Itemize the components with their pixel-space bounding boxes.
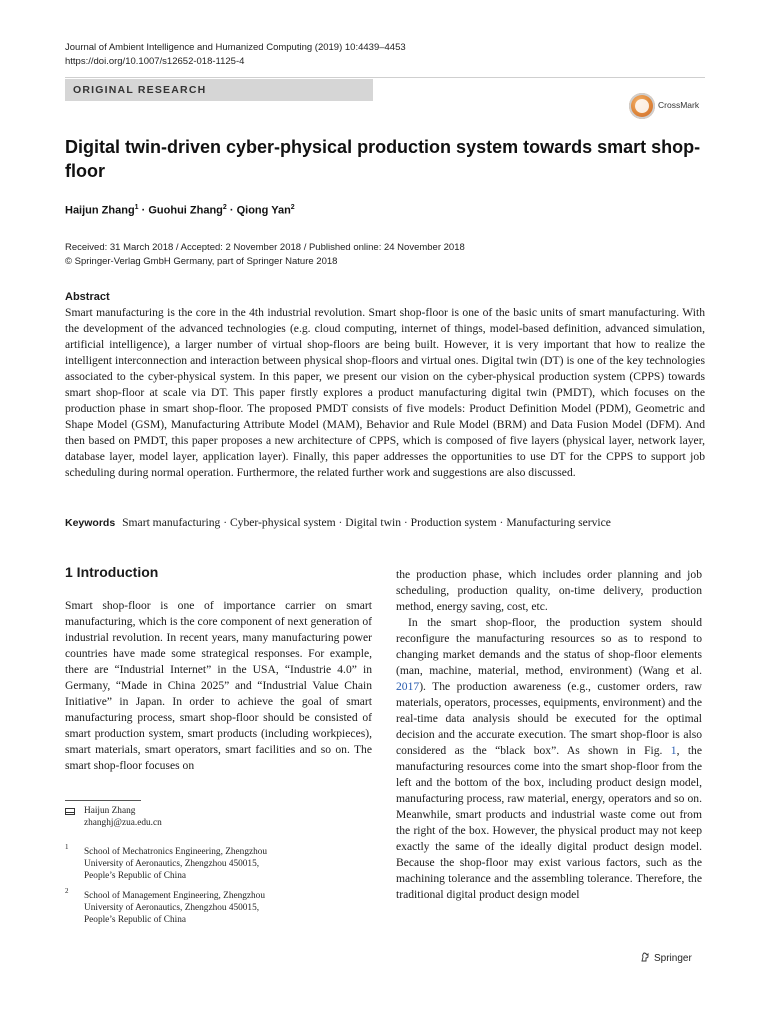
author-name[interactable]: Guohui Zhang — [148, 204, 223, 217]
header-rule — [65, 77, 705, 78]
abstract-text: Smart manufacturing is the core in the 4th industrial revolution. Smart shop-floor is one of the basic units of smart manufacturing. With the development of the advanced technologies (e.g. cloud computing, internet of things, model-based definition, advanced simulation, artificial intelligence), a larger number of virtual shop-floors are being built. However, it is very important that how to realize the intelligent interconnection and interaction between physical shop-floors and virtual ones. Digital twin (DT) is one of the key technologies associated to the cyber-physical system. In this paper, we present our vision on the cyber-physical production system (CPPS) towards smart shop-floor at scale via DT. This paper firstly explores a product manufacturing digital twin (PMDT), which focuses on the production phase in smart shop-floor. The proposed PMDT consists of five models: Product Definition Model (PDM), Geometric and Shape Model (GSM), Manufacturing Attribute Model (MAM), Behavior and Rule Model (BRM) and Data Fusion Model (DFM). And then based on PMDT, this paper proposes a new architecture of CPPS, which is composed of five layers (physical layer, network layer, database layer, model layer, application layer). Finally, this paper addresses the opportunities to use DT for the CPPS to support job scheduling during normal operation. Furthermore, the related further work and suggestions are also discussed. — [65, 306, 705, 479]
author-affiliation: 1 — [134, 204, 139, 211]
section-banner: ORIGINAL RESEARCH — [65, 79, 373, 101]
corresponding-email[interactable]: zhanghj@zua.edu.cn — [84, 818, 162, 828]
body-column-right — [396, 567, 702, 903]
corresponding-author — [84, 805, 162, 829]
doi-link[interactable]: https://doi.org/10.1007/s12652-018-1125-4 — [65, 56, 245, 67]
paragraph-text: In the smart shop-floor, the production system should reconfigure the manufacturing resources so as to respond to changing market demands and the status of shop-floor elements (man, machine, material, method, environment) (Wang et al. — [396, 616, 702, 677]
paper-title: Digital twin-driven cyber-physical production system towards smart shop-floor — [65, 137, 701, 181]
author-name[interactable]: Qiong Yan — [236, 204, 291, 217]
journal-header — [65, 41, 406, 69]
history-dates: Received: 31 March 2018 / Accepted: 2 November 2018 / Published online: 24 November 2018 — [65, 242, 465, 253]
envelope-icon — [65, 808, 75, 815]
citation-link[interactable]: 2017 — [396, 680, 420, 693]
body-column-left — [65, 598, 372, 774]
author-affiliation: 2 — [222, 204, 227, 211]
paragraph-text: , the manufacturing resources come into the smart shop-floor from the left and the bottom of the box, including product design model, manufacturing process, raw material, energy, operators and so on. Meanwhile, smart products and industrial waste come out from the right of the box. However, the physical product may not keep exactly the same of the ideally digital product design model. Because the shop-floor may exist various factors, such as the machining tolerance and the assembling tolerance. Therefore, the traditional digital product design model — [396, 744, 702, 901]
affiliation-line: People’s Republic of China — [84, 871, 186, 881]
affiliation-number: 1 — [65, 843, 69, 851]
footnote-rule — [65, 800, 141, 801]
author-name[interactable]: Haijun Zhang — [65, 204, 135, 217]
publisher-logo — [640, 952, 692, 964]
affiliation-line: School of Mechatronics Engineering, Zhengzhou — [84, 847, 268, 857]
copyright-line: © Springer-Verlag GmbH Germany, part of Springer Nature 2018 — [65, 256, 338, 267]
crossmark-badge[interactable] — [629, 92, 701, 122]
affiliation-2 — [84, 890, 265, 926]
keywords-line — [65, 516, 725, 529]
figure-link[interactable]: 1 — [670, 744, 677, 757]
author-affiliation: 2 — [290, 204, 295, 211]
intro-paragraph-continued: the production phase, which includes order planning and job scheduling, production quality, on-time delivery, production method, energy saving, cost, etc. — [396, 568, 702, 613]
author-separator: · — [138, 204, 149, 217]
affiliation-line: University of Aeronautics, Zhengzhou 450015, — [84, 859, 260, 869]
springer-horse-icon — [640, 952, 650, 962]
crossmark-label: CrossMark — [658, 100, 700, 110]
affiliation-1 — [84, 846, 267, 882]
affiliation-line: People’s Republic of China — [84, 915, 186, 925]
author-separator: · — [226, 204, 237, 217]
publication-dates — [65, 241, 465, 269]
author-list — [65, 204, 295, 217]
crossmark-icon — [629, 93, 655, 119]
corresponding-name: Haijun Zhang — [84, 806, 136, 816]
keywords-label: Keywords — [65, 517, 116, 529]
intro-paragraph — [396, 615, 702, 903]
section-heading-introduction: 1 Introduction — [65, 564, 159, 580]
publisher-name: Springer — [654, 953, 692, 964]
affiliation-number: 2 — [65, 887, 69, 895]
affiliation-line: School of Management Engineering, Zhengzhou — [84, 891, 265, 901]
keywords-text: Smart manufacturing · Cyber-physical system · Digital twin · Production system · Manufacturing service — [122, 516, 611, 529]
intro-paragraph: Smart shop-floor is one of importance carrier on smart manufacturing, which is the core component of next generation of industrial revolution. In recent years, many manufacturing power countries have made some strategical responses. For example, there are “Industrial Internet” in the USA, “Industrie 4.0” in Germany, “Made in China 2025” and “Industrial Value Chain Initiative” in Japan. In order to achieve the goal of smart manufacturing process, smart shop-floor should be consisted of smart production system, smart products (including workpieces), smart materials, smart operators, smart facilities and so on. The smart shop-floor focuses on — [65, 599, 372, 772]
abstract-heading: Abstract — [65, 291, 110, 303]
journal-citation: Journal of Ambient Intelligence and Humanized Computing (2019) 10:4439–4453 — [65, 42, 406, 53]
affiliation-line: University of Aeronautics, Zhengzhou 450015, — [84, 903, 260, 913]
paragraph-text: ). The production awareness (e.g., customer orders, raw materials, operators, processes, equipments, environment) and the real-time data analysis should be executed for the optimal decision and the accurate execution. The smart shop-floor is also considered as the “black box”. As shown in Fig. — [396, 680, 702, 757]
